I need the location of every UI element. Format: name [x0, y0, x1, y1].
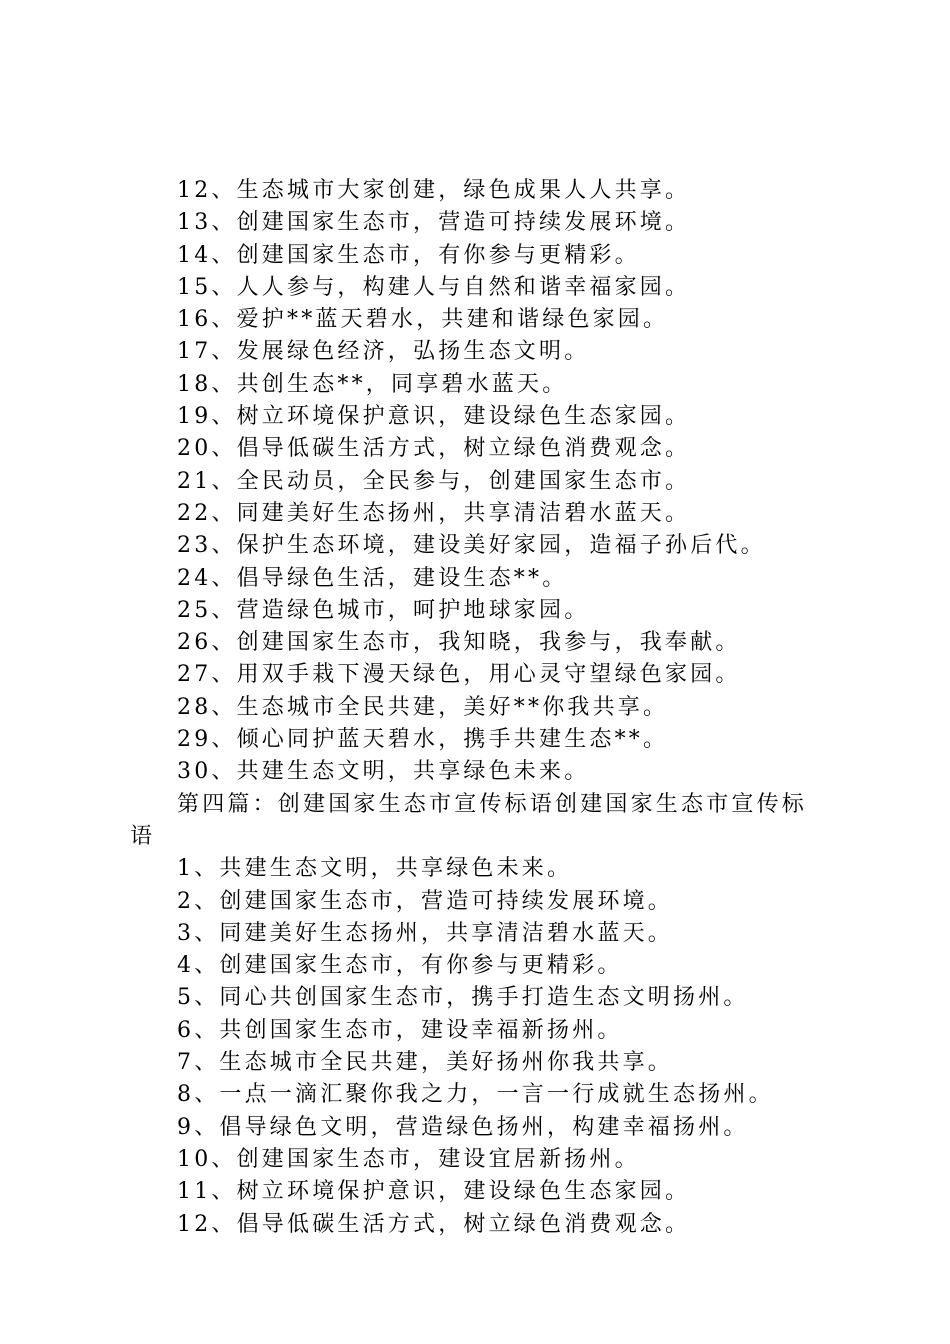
section-heading: 第四篇：创建国家生态市宣传标语创建国家生态市宣传标: [177, 791, 808, 817]
document-text: [0, 175, 950, 1241]
slogan-line: 3、同建美好生态扬州，共享清洁碧水蓝天。: [177, 920, 673, 946]
slogan-line: 7、生态城市全民共建，美好扬州你我共享。: [177, 1050, 673, 1076]
slogan-line: 26、创建国家生态市，我知晓，我参与，我奉献。: [177, 630, 741, 656]
section-heading-continuation: 语: [130, 823, 156, 849]
slogan-line: 12、倡导低碳生活方式，树立绿色消费观念。: [177, 1211, 691, 1237]
slogan-line: 29、倾心同护蓝天碧水，携手共建生态**。: [177, 727, 669, 753]
slogan-line: 14、创建国家生态市，有你参与更精彩。: [177, 242, 640, 268]
slogan-line: 8、一点一滴汇聚你我之力，一言一行成就生态扬州。: [177, 1082, 774, 1108]
slogan-line: 30、共建生态文明，共享绿色未来。: [177, 759, 590, 785]
slogan-line: 16、爱护**蓝天碧水，共建和谐绿色家园。: [177, 307, 669, 333]
slogan-line: 10、创建国家生态市，建设宜居新扬州。: [177, 1146, 640, 1172]
slogan-line: 9、倡导绿色文明，营造绿色扬州，构建幸福扬州。: [177, 1114, 749, 1140]
slogan-line: 5、同心共创国家生态市，携手打造生态文明扬州。: [177, 985, 749, 1011]
slogan-line: 6、共创国家生态市，建设幸福新扬州。: [177, 1017, 623, 1043]
slogan-line: 13、创建国家生态市，营造可持续发展环境。: [177, 210, 691, 236]
slogan-line: 19、树立环境保护意识，建设绿色生态家园。: [177, 404, 691, 430]
slogan-line: 18、共创生态**，同享碧水蓝天。: [177, 371, 568, 397]
slogan-line: 17、发展绿色经济，弘扬生态文明。: [177, 339, 590, 365]
slogan-line: 27、用双手栽下漫天绿色，用心灵守望绿色家园。: [177, 662, 741, 688]
slogan-line: 4、创建国家生态市，有你参与更精彩。: [177, 953, 623, 979]
slogan-line: 2、创建国家生态市，营造可持续发展环境。: [177, 888, 673, 914]
slogan-line: 21、全民动员，全民参与，创建国家生态市。: [177, 468, 691, 494]
slogan-line: 23、保护生态环境，建设美好家园，造福子孙后代。: [177, 533, 766, 559]
slogan-line: 1、共建生态文明，共享绿色未来。: [177, 856, 573, 882]
slogan-line: 28、生态城市全民共建，美好**你我共享。: [177, 694, 669, 720]
slogan-line: 24、倡导绿色生活，建设生态**。: [177, 565, 568, 591]
slogan-line: 22、同建美好生态扬州，共享清洁碧水蓝天。: [177, 500, 691, 526]
slogan-line: 15、人人参与，构建人与自然和谐幸福家园。: [177, 274, 691, 300]
slogan-line: 25、营造绿色城市，呵护地球家园。: [177, 597, 590, 623]
slogan-line: 20、倡导低碳生活方式，树立绿色消费观念。: [177, 436, 691, 462]
slogan-line: 11、树立环境保护意识，建设绿色生态家园。: [177, 1179, 691, 1205]
slogan-line: 12、生态城市大家创建，绿色成果人人共享。: [177, 178, 691, 203]
